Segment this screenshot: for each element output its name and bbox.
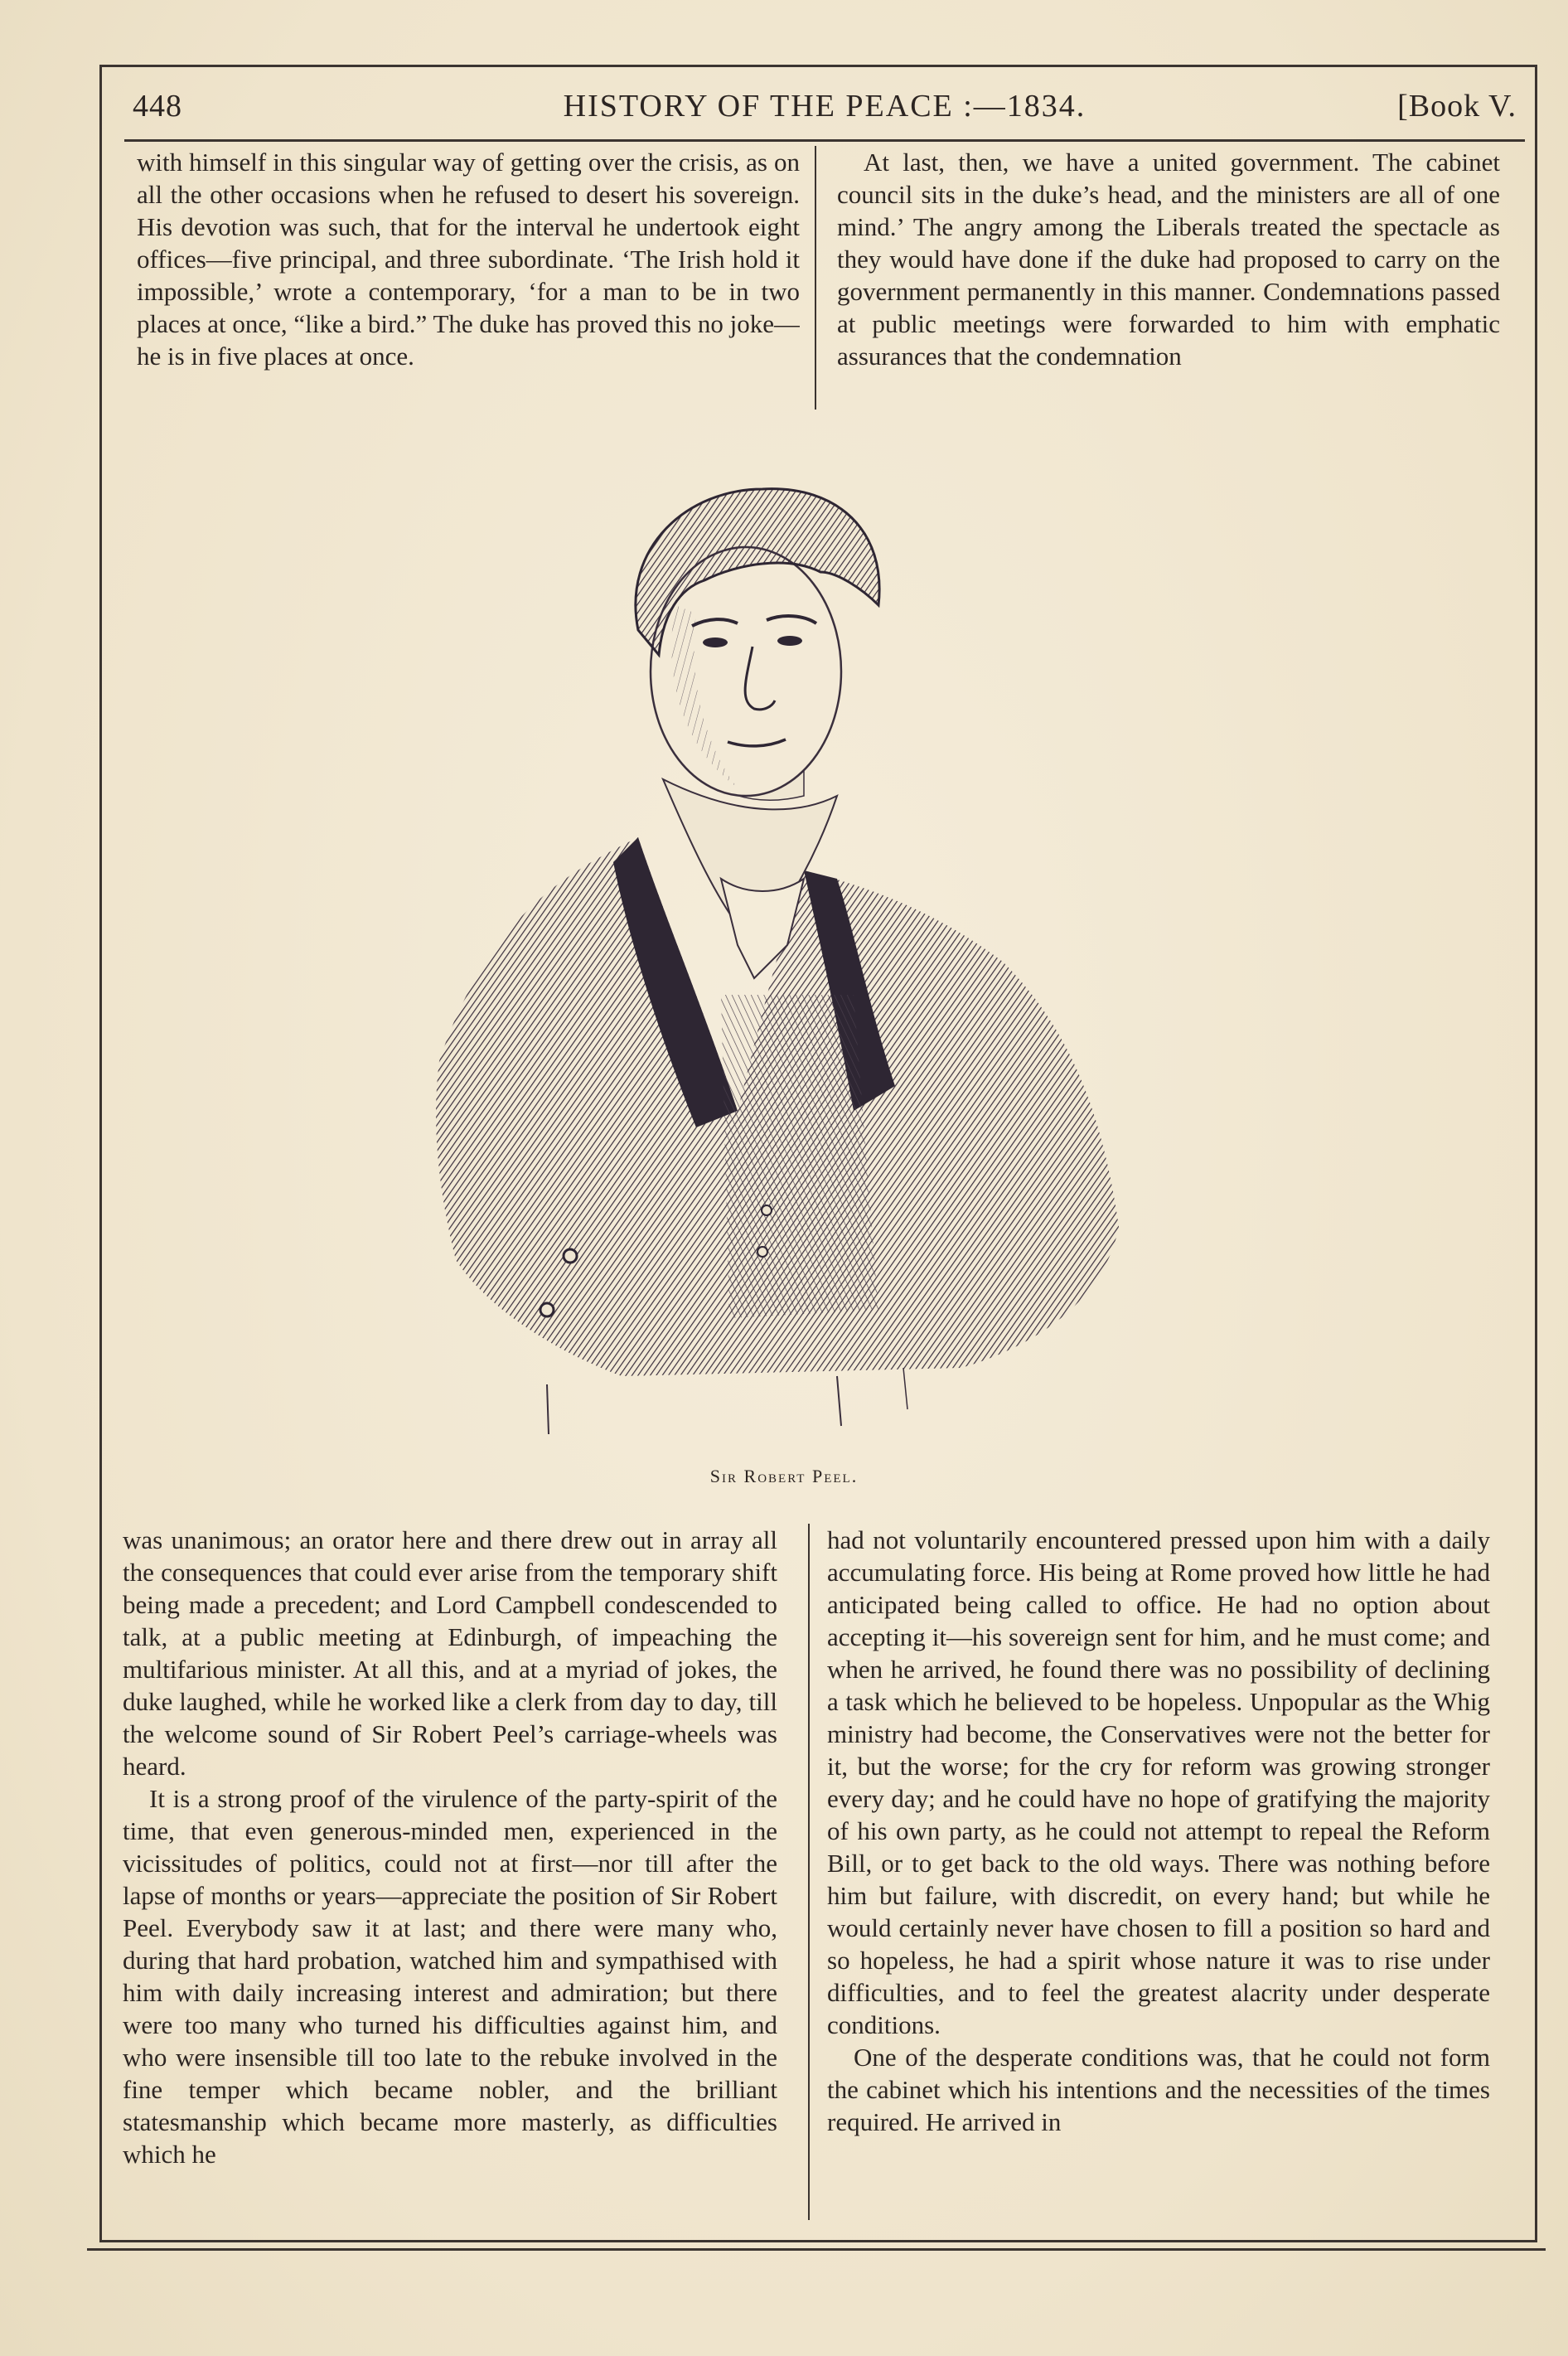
coat-button [564, 1249, 577, 1263]
waistcoat [721, 995, 878, 1318]
bottom-left-column [123, 1524, 777, 2220]
fade-line [547, 1384, 549, 1434]
top-left-column [137, 146, 800, 405]
top-right-paragraph: At last, then, we have a united government. The cabinet council sits in the duke’s head, and the ministers are all of one mind.’ The angry among the Liberals treated the spectacle as they would have done if the duke had proposed to carry on the government permanently in this manner. Condemnations passed at public meetings were forwarded to him with emphatic assurances that the condemnation [837, 148, 1500, 371]
coat-button [540, 1303, 554, 1316]
running-header [124, 83, 1525, 141]
waistcoat-button [762, 1205, 772, 1215]
figure-caption: Sir Robert Peel. [709, 1466, 859, 1486]
top-right-column [837, 146, 1500, 411]
footer-rule [87, 2248, 1546, 2251]
column-divider-top [815, 146, 816, 410]
column-divider-bottom [808, 1524, 810, 2220]
header-rule [124, 139, 1525, 142]
bottom-right-paragraph-1: had not voluntarily encountered pressed upon him with a daily accumulating force. His being at Rome proved how little he had anticipated being called to office. He had no option about accepting it—his sovereign sent for him, and he must come; and when he arrived, he found there was no possibility of declining a task which he believed to be hopeless. Unpopular as the Whig ministry had become, the Conservatives were not the better for it, but the worse; for the cry for reform was growing stronger every day; and he could have no hope of gratifying the majority of his own party, as he could not attempt to repeal the Reform Bill, or to get back to the old ways. There was nothing before him but failure, with discredit, on every hand; but while he would certainly never have chosen to fill a position so hard and so hopeless, he had a spirit whose nature it was to rise under difficulties, and to feel the greatest alacrity under desperate conditions. [827, 1525, 1490, 2039]
eye-right [777, 636, 802, 646]
portrait-engraving [390, 481, 1202, 1442]
page-number: 448 [133, 89, 182, 124]
bottom-left-paragraph-2: It is a strong proof of the virulence of the party-spirit of the time, that even generous-minded men, experienced in the vicissitudes of politics, could not at first—nor till after the lapse of months or years—appreciate the position of Sir Robert Peel. Everybody saw it at last; and there were many who, during that hard probation, watched him and sympathised with him with daily increasing interest and admiration; but there were too many who turned his difficulties against him, and who were insensible till too late to the rebuke involved in the fine temper which became nobler, and the brilliant statesmanship which became more masterly, as difficulties which he [123, 1784, 777, 2169]
bottom-left-paragraph-1: was unanimous; an orator here and there drew out in array all the consequences that could ever arise from the temporary shift being made a precedent; and Lord Campbell condescended to talk, at a public meeting at Edinburgh, of impeaching the multifarious minister. At all this, and at a myriad of jokes, the duke laughed, while he worked like a clerk from day to day, till the welcome sound of Sir Robert Peel’s carriage-wheels was heard. [123, 1525, 777, 1781]
bottom-right-paragraph-2: One of the desperate conditions was, that he could not form the cabinet which his intentions and the necessities of the times required. He arrived in [827, 2043, 1490, 2136]
bottom-right-column [827, 1524, 1490, 2220]
fade-line [837, 1376, 841, 1426]
book-label: [Book V. [1397, 89, 1517, 124]
waistcoat-button [757, 1247, 767, 1257]
running-title: HISTORY OF THE PEACE :—1834. [563, 89, 1086, 124]
top-left-paragraph: with himself in this singular way of getting over the crisis, as on all the other occasions when he refused to desert his sovereign. His devotion was such, that for the interval he undertook eight offices—five principal, and three subordinate. ‘The Irish hold it impossible,’ wrote a contemporary, ‘for a man to be in two places at once, “like a bird.” The duke has proved this no joke—he is in five places at once. [137, 148, 800, 371]
eye-left [703, 637, 728, 647]
fade-line [903, 1368, 907, 1409]
